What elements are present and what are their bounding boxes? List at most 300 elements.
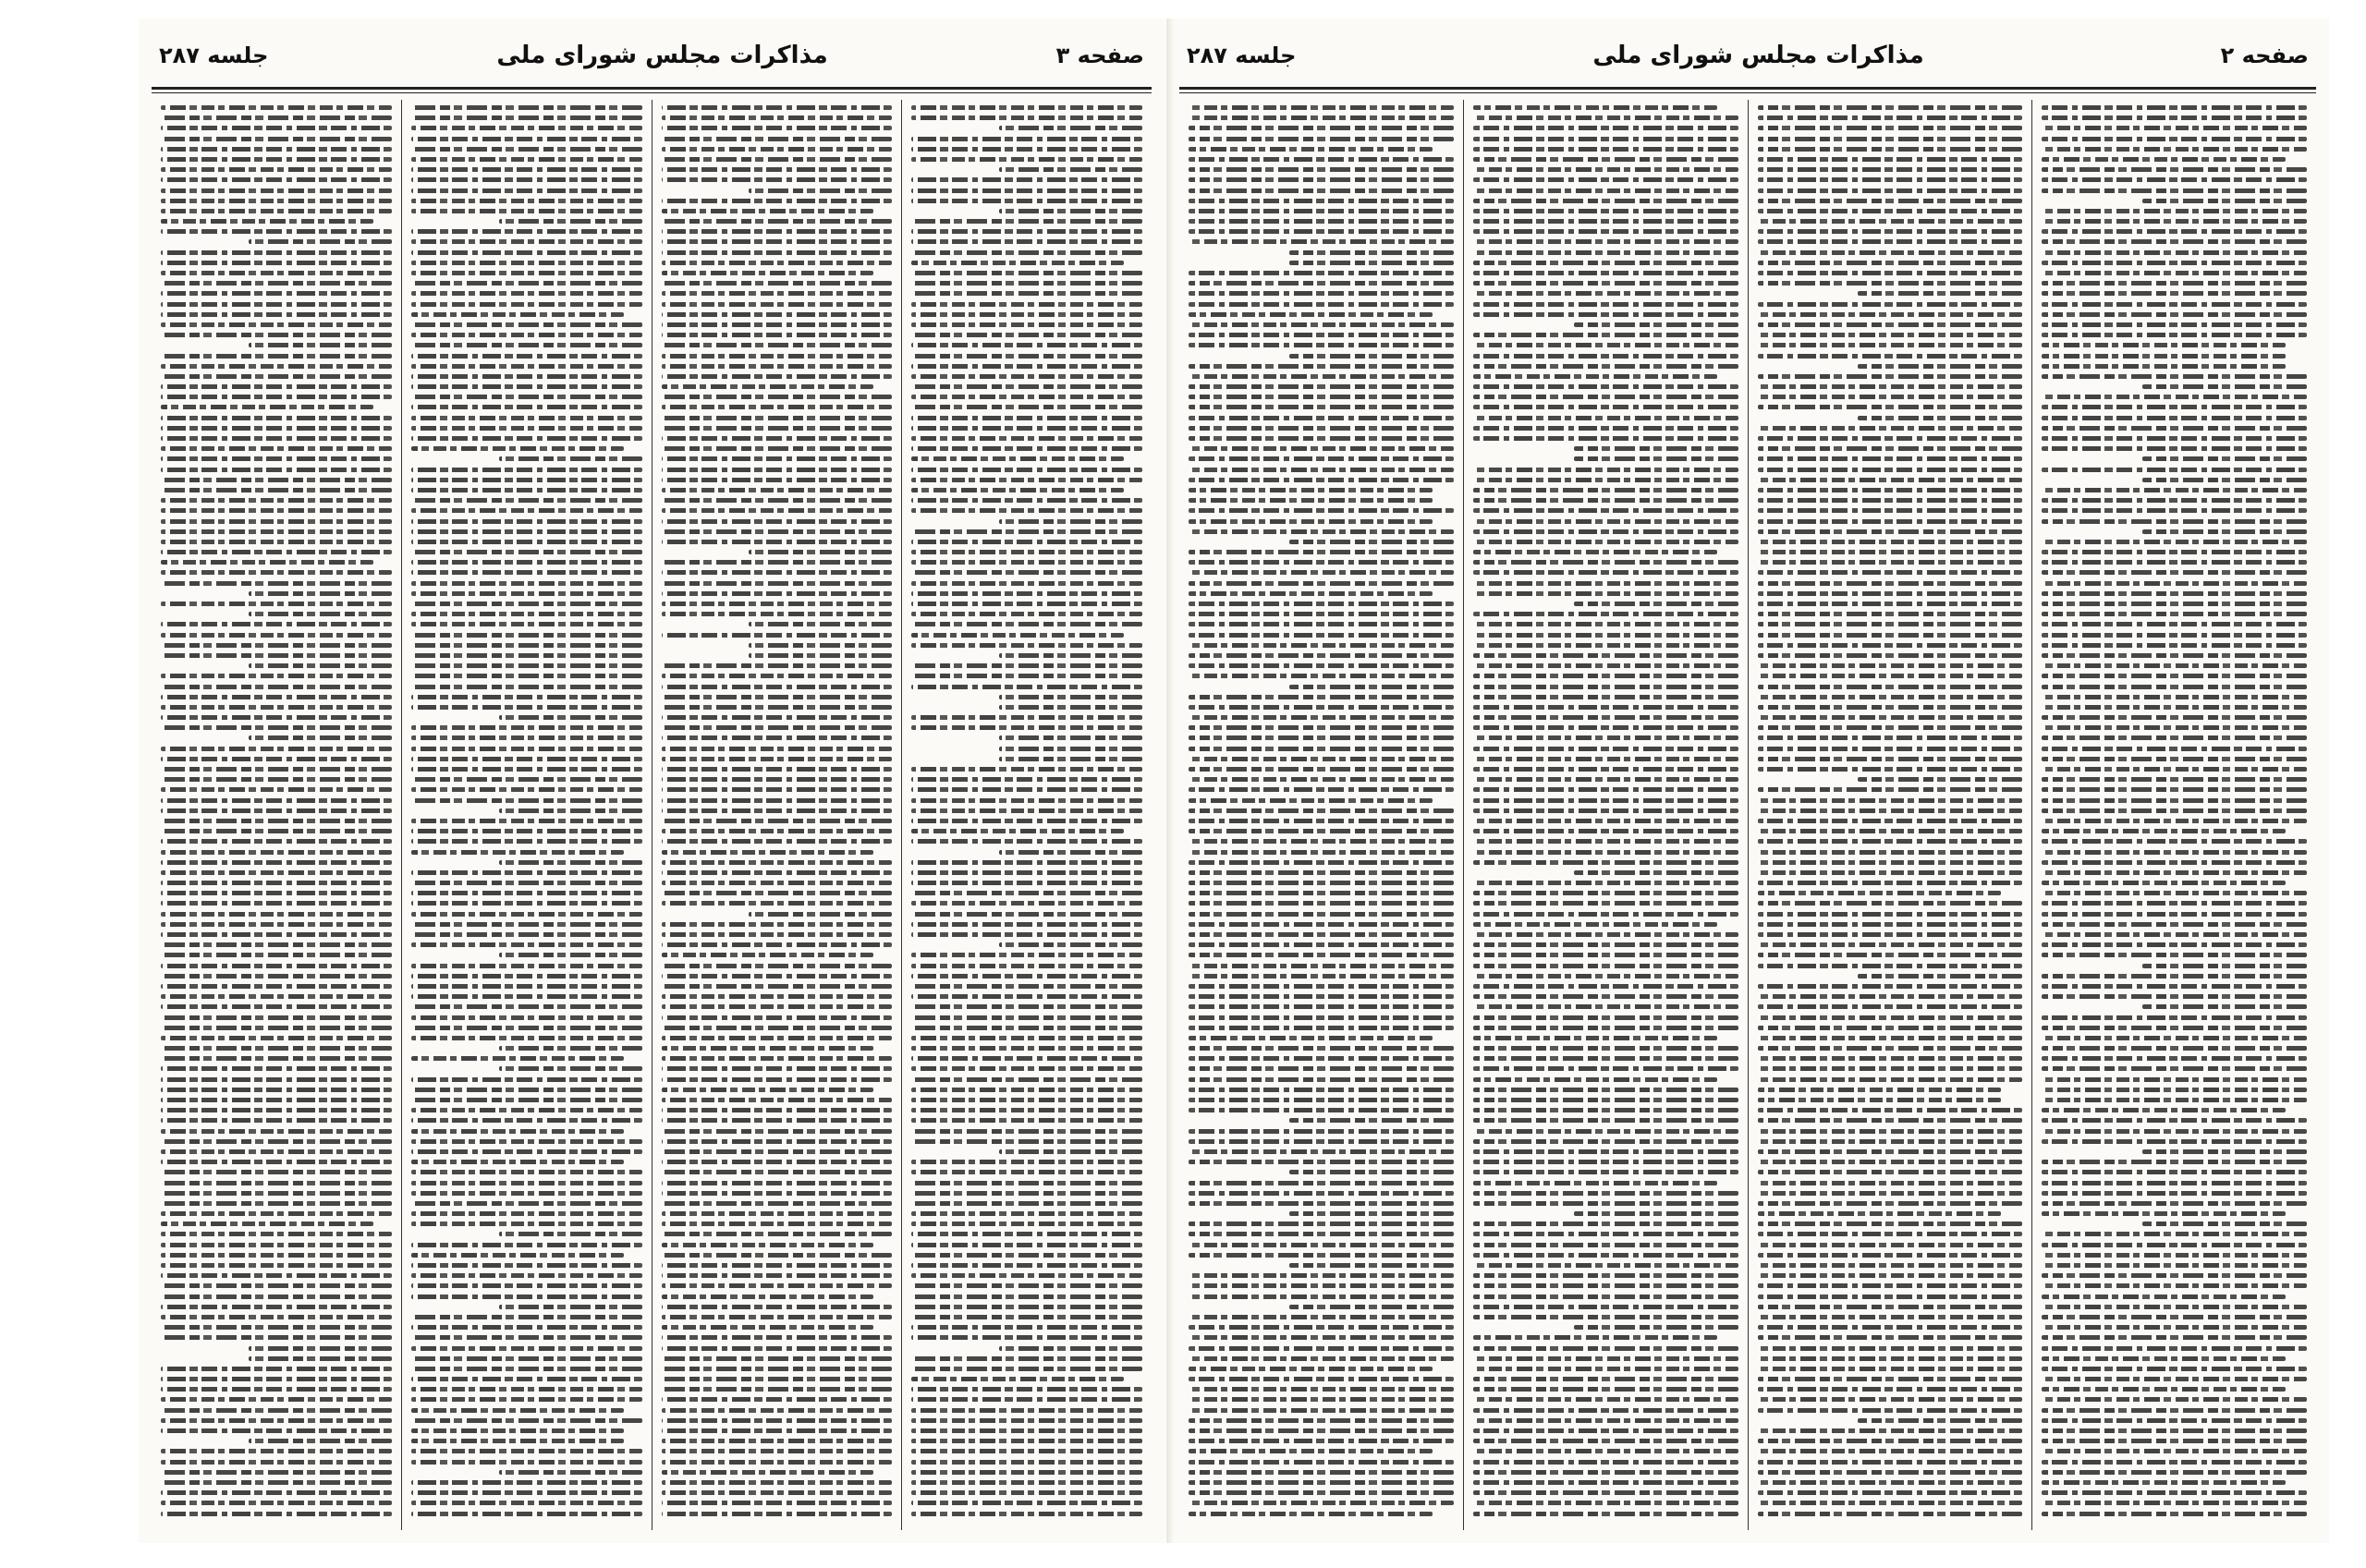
- text-line: [1189, 735, 1454, 740]
- text-line: [411, 498, 642, 503]
- text-line: [161, 354, 392, 359]
- text-line: [1473, 1191, 1738, 1196]
- text-line: [411, 1335, 642, 1340]
- text-line: [1189, 1408, 1454, 1413]
- header-rule-thin: [152, 92, 1152, 93]
- text-line: [911, 446, 1142, 451]
- text-line: [161, 333, 392, 337]
- text-line: [1189, 1387, 1454, 1392]
- text-line: [1758, 1046, 2023, 1051]
- text-line: [1473, 757, 1738, 761]
- text-line: [911, 239, 1142, 244]
- text-line: [1473, 1253, 1738, 1258]
- text-line: [2042, 1036, 2307, 1040]
- text-line: [1189, 364, 1454, 369]
- text-line: [1758, 1077, 2023, 1082]
- text-line: [662, 1387, 893, 1392]
- text-line: [411, 1036, 642, 1040]
- text-line: [662, 715, 893, 720]
- text-line: [411, 291, 642, 296]
- text-line: [1189, 498, 1433, 503]
- text-line: [1189, 405, 1454, 409]
- text-line: [1473, 570, 1738, 575]
- text-line: [411, 1418, 642, 1423]
- text-line: [1189, 1428, 1454, 1433]
- text-line: [662, 1253, 893, 1258]
- text-line: [911, 912, 1142, 917]
- text-line: [1473, 922, 1717, 927]
- text-line: [1473, 839, 1738, 844]
- text-line: [1473, 508, 1738, 513]
- text-line: [1473, 1026, 1738, 1030]
- text-line: [1473, 953, 1738, 957]
- text-line: [911, 1325, 1142, 1330]
- gutter-shadow: [1166, 18, 1174, 1543]
- text-line: [411, 488, 642, 492]
- text-line: [1758, 384, 2023, 389]
- text-line: [1473, 715, 1738, 720]
- text-line: [411, 550, 642, 554]
- text-line: [1758, 374, 2023, 379]
- text-line: [1473, 1295, 1738, 1299]
- text-line: [2142, 964, 2307, 968]
- text-line: [1189, 798, 1433, 803]
- text-line: [1189, 1501, 1454, 1505]
- text-line: [161, 1201, 392, 1206]
- text-line: [2042, 1397, 2307, 1402]
- text-line: [1473, 591, 1738, 596]
- text-line: [499, 715, 642, 720]
- text-line: [411, 115, 642, 120]
- text-line: [662, 333, 893, 337]
- text-line: [911, 188, 1142, 193]
- text-line: [411, 322, 642, 327]
- text-line: [1758, 1088, 2002, 1092]
- text-line: [2042, 1211, 2286, 1216]
- text-line: [1758, 1015, 2023, 1020]
- text-line: [1758, 1335, 2023, 1340]
- text-line: [411, 508, 642, 513]
- text-line: [2042, 498, 2307, 503]
- text-line: [662, 1428, 893, 1433]
- text-line: [411, 1439, 624, 1443]
- text-line: [1473, 209, 1738, 213]
- text-line: [161, 1418, 392, 1423]
- text-line: [161, 1129, 392, 1134]
- text-line: [1189, 1191, 1454, 1196]
- text-line: [411, 891, 642, 895]
- text-line: [1473, 343, 1738, 347]
- text-line: [911, 1490, 1142, 1495]
- text-line: [161, 219, 373, 224]
- text-line: [1758, 354, 2023, 359]
- text-line: [1189, 633, 1454, 638]
- text-line: [2142, 199, 2307, 203]
- text-line: [2042, 891, 2307, 895]
- text-line: [411, 725, 642, 730]
- text-line: [1758, 261, 2023, 265]
- text-line: [1189, 1253, 1454, 1258]
- text-line: [2042, 1139, 2307, 1144]
- text-line: [911, 1397, 1142, 1402]
- text-line: [1758, 622, 2023, 626]
- text-line: [911, 591, 1142, 596]
- text-line: [911, 1428, 1142, 1433]
- text-line: [1758, 1315, 2023, 1319]
- text-line: [2042, 901, 2307, 906]
- text-line: [662, 964, 893, 968]
- text-line: [161, 1191, 392, 1196]
- text-line: [911, 374, 1142, 379]
- text-line: [411, 757, 642, 761]
- text-line: [411, 1408, 624, 1413]
- text-line: [1758, 1108, 2023, 1112]
- text-line: [1758, 105, 2023, 110]
- text-line: [1473, 302, 1738, 307]
- text-line: [1189, 167, 1454, 172]
- text-line: [1758, 188, 2023, 193]
- text-line: [911, 281, 1142, 286]
- text-line: [161, 384, 392, 389]
- text-line: [161, 281, 392, 286]
- text-line: [499, 808, 642, 813]
- text-line: [662, 1273, 893, 1278]
- text-line: [911, 312, 1142, 317]
- text-line: [1189, 508, 1454, 513]
- text-line: [499, 953, 642, 957]
- text-line: [411, 446, 624, 451]
- text-line: [662, 984, 893, 989]
- text-line: [1189, 529, 1454, 534]
- text-line: [2042, 1428, 2307, 1433]
- text-line: [2042, 1356, 2286, 1361]
- text-line: [1758, 250, 2023, 255]
- text-line: [1473, 550, 1717, 554]
- text-line: [1189, 901, 1454, 906]
- text-line: [1473, 105, 1717, 110]
- text-line: [2042, 932, 2307, 937]
- text-line: [411, 819, 642, 823]
- text-line: [2042, 850, 2307, 855]
- text-line: [1758, 478, 2023, 482]
- text-line: [1473, 261, 1738, 265]
- text-line: [411, 137, 642, 141]
- text-line: [1473, 1056, 1738, 1061]
- text-line: [411, 1397, 642, 1402]
- text-line: [161, 602, 392, 606]
- text-line: [161, 1077, 392, 1082]
- text-line: [1189, 1346, 1454, 1351]
- text-line: [662, 798, 893, 803]
- text-line: [161, 312, 392, 317]
- text-line: [2042, 829, 2286, 833]
- text-line: [2042, 115, 2307, 120]
- text-line: [2042, 1283, 2307, 1288]
- text-line: [161, 405, 373, 409]
- text-line: [2042, 715, 2307, 720]
- text-line: [1189, 942, 1454, 947]
- text-line: [2042, 1015, 2307, 1020]
- text-line: [1473, 942, 1738, 947]
- text-line: [1758, 1367, 2023, 1371]
- text-line: [662, 953, 874, 957]
- text-line: [911, 1253, 1142, 1258]
- text-line: [2042, 591, 2307, 596]
- text-line: [2042, 167, 2307, 172]
- left-page-header: [152, 26, 1152, 85]
- text-line: [249, 239, 392, 244]
- text-line: [911, 456, 1124, 461]
- text-line: [911, 1367, 1142, 1371]
- text-line: [2042, 508, 2307, 513]
- text-line: [2042, 757, 2307, 761]
- text-line: [2042, 685, 2307, 689]
- text-line: [2042, 137, 2307, 141]
- text-line: [662, 860, 893, 865]
- text-line: [411, 1273, 642, 1278]
- text-line: [161, 932, 392, 937]
- text-line: [1758, 663, 2023, 668]
- text-line: [1858, 1418, 2022, 1423]
- text-line: [911, 1077, 1142, 1082]
- text-line: [662, 157, 893, 162]
- text-line: [161, 1046, 392, 1051]
- text-line: [911, 250, 1142, 255]
- text-line: [662, 1335, 893, 1340]
- text-line: [411, 829, 642, 833]
- text-line: [662, 1098, 893, 1102]
- text-line: [662, 1026, 893, 1030]
- text-line: [662, 1295, 874, 1299]
- text-line: [911, 1273, 1142, 1278]
- text-line: [411, 519, 642, 524]
- text-line: [1758, 1191, 2023, 1196]
- text-line: [911, 1243, 1142, 1247]
- text-line: [1758, 653, 2023, 658]
- text-line: [1189, 1160, 1454, 1164]
- text-line: [911, 384, 1142, 389]
- text-line: [1473, 1004, 1738, 1009]
- text-line: [1189, 974, 1454, 978]
- text-column: [1463, 100, 1748, 1530]
- text-line: [1473, 695, 1738, 699]
- text-line: [1473, 705, 1738, 710]
- text-line: [1189, 850, 1454, 855]
- text-line: [411, 881, 642, 885]
- text-line: [499, 1305, 642, 1309]
- text-line: [2042, 147, 2307, 152]
- text-line: [911, 1139, 1142, 1144]
- text-line: [662, 1377, 893, 1381]
- text-line: [662, 932, 893, 937]
- text-line: [911, 819, 1142, 823]
- text-line: [411, 1512, 642, 1516]
- text-line: [662, 229, 893, 234]
- text-line: [1189, 747, 1454, 751]
- text-line: [1758, 994, 2023, 999]
- text-line: [662, 1222, 893, 1226]
- text-line: [999, 705, 1142, 710]
- text-line: [161, 1387, 392, 1392]
- text-line: [662, 663, 893, 668]
- text-line: [1758, 1295, 2023, 1299]
- text-line: [411, 157, 642, 162]
- text-line: [662, 808, 893, 813]
- text-line: [1473, 643, 1738, 648]
- text-line: [662, 674, 893, 678]
- text-line: [2042, 1512, 2307, 1516]
- text-line: [1473, 1098, 1738, 1102]
- text-line: [662, 881, 893, 885]
- text-line: [1189, 1004, 1454, 1009]
- text-line: [411, 1428, 624, 1433]
- text-line: [662, 167, 893, 172]
- text-line: [1189, 395, 1454, 399]
- text-line: [662, 1170, 893, 1174]
- text-line: [911, 881, 1142, 885]
- text-line: [2042, 1046, 2307, 1051]
- text-line: [662, 1470, 874, 1475]
- text-line: [1473, 498, 1738, 503]
- text-line: [1189, 219, 1454, 224]
- text-line: [161, 456, 392, 461]
- text-line: [411, 1004, 642, 1009]
- text-line: [662, 1160, 893, 1164]
- text-line: [411, 560, 642, 565]
- text-line: [662, 199, 893, 203]
- text-line: [2042, 126, 2307, 130]
- text-line: [2042, 777, 2307, 782]
- text-line: [1758, 881, 2023, 885]
- text-line: [161, 685, 392, 689]
- text-line: [499, 1066, 642, 1071]
- text-line: [1473, 819, 1738, 823]
- text-line: [662, 498, 893, 503]
- text-line: [161, 1036, 392, 1040]
- text-line: [1758, 1263, 2023, 1268]
- text-line: [1189, 1512, 1433, 1516]
- text-line: [1189, 1222, 1454, 1226]
- text-line: [2042, 798, 2307, 803]
- text-line: [911, 663, 1142, 668]
- text-line: [1758, 1470, 2023, 1475]
- text-line: [1473, 787, 1738, 792]
- text-line: [662, 1512, 893, 1516]
- text-line: [1758, 860, 2023, 865]
- text-line: [411, 1367, 642, 1371]
- text-line: [2042, 405, 2307, 409]
- text-line: [2042, 1026, 2307, 1030]
- text-line: [1758, 839, 2023, 844]
- text-line: [1574, 446, 1738, 451]
- text-line: [911, 1056, 1142, 1061]
- text-line: [662, 591, 893, 596]
- text-line: [1758, 560, 2023, 565]
- text-line: [411, 1315, 642, 1319]
- text-line: [911, 602, 1142, 606]
- text-line: [2042, 725, 2307, 730]
- text-line: [411, 436, 642, 441]
- text-line: [411, 1149, 642, 1154]
- text-line: [1473, 519, 1738, 524]
- text-line: [249, 343, 392, 347]
- text-line: [2042, 674, 2307, 678]
- text-line: [662, 1480, 893, 1485]
- text-line: [911, 674, 1142, 678]
- text-line: [911, 199, 1142, 203]
- text-line: [1189, 912, 1454, 917]
- text-line: [662, 488, 893, 492]
- text-line: [411, 932, 642, 937]
- text-line: [2042, 395, 2307, 399]
- text-line: [911, 1108, 1142, 1112]
- text-line: [911, 343, 1142, 347]
- text-line: [411, 1387, 642, 1392]
- text-line: [911, 581, 1142, 586]
- text-line: [662, 870, 893, 875]
- text-line: [662, 1232, 893, 1236]
- text-line: [161, 912, 392, 917]
- text-line: [2042, 374, 2307, 379]
- text-line: [2042, 994, 2307, 999]
- text-line: [2042, 1377, 2307, 1381]
- text-line: [1758, 798, 2023, 803]
- text-line: [911, 1211, 1142, 1216]
- text-line: [1189, 1015, 1454, 1020]
- text-line: [499, 1046, 642, 1051]
- text-line: [662, 1004, 893, 1009]
- text-column: [901, 100, 1152, 1530]
- text-line: [2142, 1004, 2307, 1009]
- text-line: [411, 663, 642, 668]
- text-line: [161, 105, 392, 110]
- text-line: [1189, 1325, 1454, 1330]
- text-line: [662, 1439, 893, 1443]
- text-line: [1758, 1325, 2023, 1330]
- text-line: [161, 436, 392, 441]
- text-line: [411, 354, 642, 359]
- text-line: [411, 1170, 642, 1174]
- text-line: [161, 1170, 392, 1174]
- text-line: [662, 747, 893, 751]
- text-line: [411, 612, 642, 616]
- text-line: [2042, 870, 2307, 875]
- text-line: [1473, 994, 1738, 999]
- text-line: [2042, 468, 2307, 472]
- text-line: [1189, 622, 1454, 626]
- text-line: [161, 540, 392, 544]
- text-line: [1189, 1480, 1454, 1485]
- text-line: [1189, 1377, 1454, 1381]
- text-line: [662, 1315, 893, 1319]
- text-line: [411, 529, 642, 534]
- text-line: [411, 1356, 642, 1361]
- text-line: [1189, 343, 1454, 347]
- text-line: [911, 529, 1142, 534]
- text-line: [1189, 1149, 1454, 1154]
- text-line: [1189, 384, 1454, 389]
- text-line: [411, 1201, 642, 1206]
- text-line: [161, 860, 392, 865]
- text-line: [161, 364, 392, 369]
- text-line: [662, 602, 893, 606]
- text-line: [2042, 1108, 2286, 1112]
- right-page-number: صفحه ۲: [2220, 43, 2309, 68]
- text-line: [999, 519, 1142, 524]
- text-line: [411, 1129, 624, 1134]
- text-line: [662, 1449, 893, 1453]
- text-line: [662, 395, 893, 399]
